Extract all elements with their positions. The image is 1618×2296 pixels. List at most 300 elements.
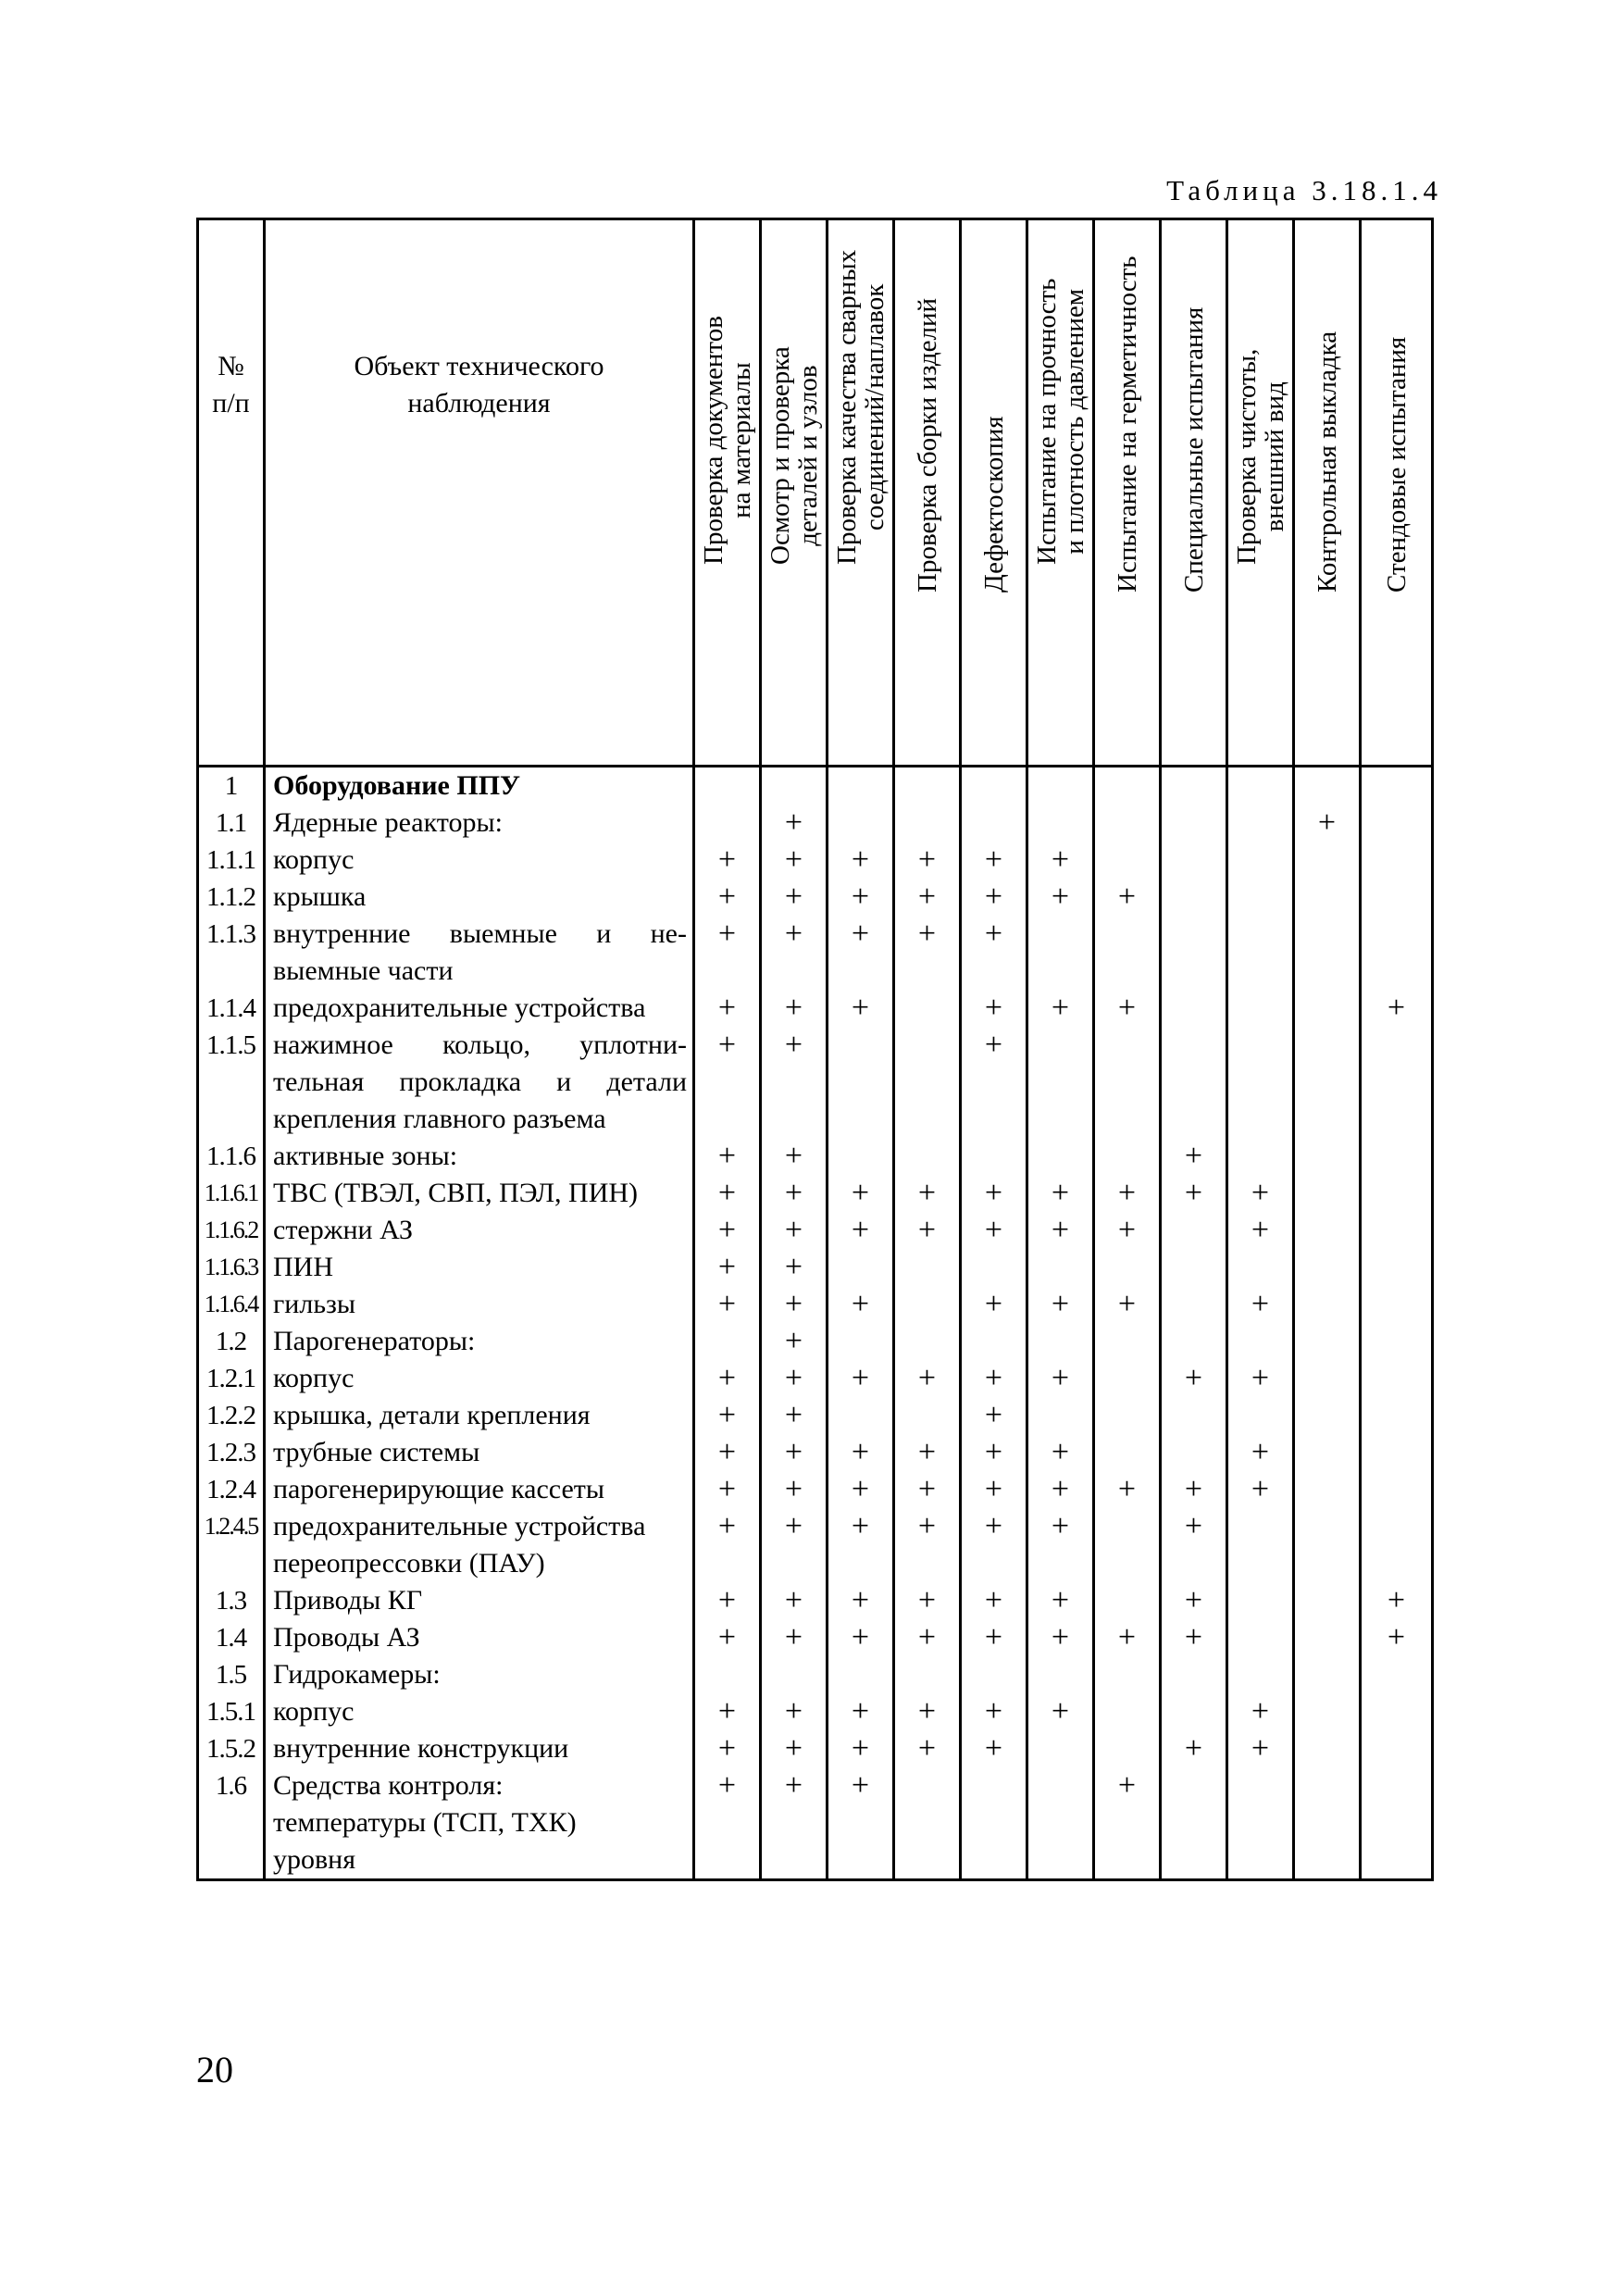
empty-cell	[1027, 1841, 1094, 1878]
header-column-wrap	[962, 220, 1026, 637]
check-mark: +	[694, 916, 761, 953]
row-object-name	[265, 1508, 694, 1545]
header-column-3	[828, 219, 894, 767]
empty-cell	[1094, 1249, 1161, 1286]
empty-cell	[894, 1767, 961, 1804]
check-mark: +	[1027, 1619, 1094, 1656]
check-mark: +	[828, 1582, 894, 1619]
table-row	[198, 1138, 1433, 1175]
header-number-label: № п/п	[212, 351, 250, 418]
check-mark: +	[761, 805, 828, 842]
inspection-table	[196, 218, 1431, 1875]
table-caption: Таблица 3.18.1.4	[1166, 174, 1442, 206]
empty-cell	[1294, 1286, 1361, 1323]
empty-cell	[1294, 1249, 1361, 1286]
check-mark: +	[828, 1693, 894, 1730]
empty-cell	[1027, 916, 1094, 953]
check-mark: +	[828, 1434, 894, 1471]
check-mark: +	[761, 1175, 828, 1212]
row-object-text: ТВС (ТВЭЛ, СВП, ПЭЛ, ПИН)	[273, 1178, 639, 1208]
empty-cell	[1294, 1212, 1361, 1249]
empty-cell	[828, 953, 894, 990]
row-object-text: Проводы АЗ	[273, 1622, 420, 1653]
check-mark: +	[961, 1730, 1027, 1767]
row-object-text: Приводы КГ	[273, 1585, 423, 1616]
check-mark: +	[828, 1471, 894, 1508]
check-mark: +	[961, 1434, 1027, 1471]
check-mark: +	[1094, 879, 1161, 916]
check-mark: +	[761, 1434, 828, 1471]
empty-cell	[1294, 1360, 1361, 1397]
row-object-name	[265, 1249, 694, 1286]
check-mark: +	[1027, 842, 1094, 879]
page-number: 20	[196, 2049, 233, 2090]
empty-cell	[1227, 767, 1294, 805]
empty-cell	[961, 1138, 1027, 1175]
header-column-label	[980, 416, 1008, 593]
check-mark: +	[894, 916, 961, 953]
check-mark: +	[761, 1249, 828, 1286]
check-mark: +	[1027, 879, 1094, 916]
empty-cell	[894, 953, 961, 990]
row-object-text: крышка, детали крепления	[273, 1400, 591, 1430]
empty-cell	[694, 953, 761, 990]
empty-cell	[1227, 842, 1294, 879]
check-mark: +	[1094, 1175, 1161, 1212]
empty-cell	[1294, 1841, 1361, 1878]
header-column-label	[1180, 307, 1208, 593]
empty-cell	[1161, 1397, 1227, 1434]
row-number: 1.1.6.3	[198, 1249, 265, 1286]
table-row	[198, 1582, 1433, 1619]
check-mark: +	[694, 1249, 761, 1286]
check-mark: +	[1094, 1619, 1161, 1656]
empty-cell	[1294, 1101, 1361, 1138]
row-object-text: нажимное кольцо, уплотни-	[273, 1029, 687, 1060]
empty-cell	[1094, 805, 1161, 842]
header-column-10	[1294, 219, 1361, 767]
empty-cell	[1227, 1064, 1294, 1101]
check-mark: +	[761, 916, 828, 953]
row-number: 1.2.2	[198, 1397, 265, 1434]
row-object-text: внутренние конструкции	[273, 1733, 569, 1764]
empty-cell	[1294, 1582, 1361, 1619]
check-mark: +	[828, 1212, 894, 1249]
empty-cell	[1027, 1545, 1094, 1582]
empty-cell	[1094, 953, 1161, 990]
empty-cell	[828, 1397, 894, 1434]
row-number	[198, 1841, 265, 1878]
empty-cell	[1161, 1027, 1227, 1064]
check-mark: +	[1027, 1360, 1094, 1397]
empty-cell	[1094, 1656, 1161, 1693]
header-column-wrap	[1362, 220, 1431, 637]
empty-cell	[1094, 1027, 1161, 1064]
empty-cell	[894, 1101, 961, 1138]
empty-cell	[828, 1138, 894, 1175]
table-row	[198, 1397, 1433, 1434]
empty-cell	[1294, 842, 1361, 879]
empty-cell	[1361, 1767, 1433, 1804]
header-column-wrap	[1162, 220, 1226, 637]
empty-cell	[1294, 1545, 1361, 1582]
row-number: 1.4	[198, 1619, 265, 1656]
empty-cell	[1027, 1767, 1094, 1804]
empty-cell	[1294, 1397, 1361, 1434]
check-mark: +	[694, 842, 761, 879]
check-mark: +	[1227, 1471, 1294, 1508]
empty-cell	[1227, 1656, 1294, 1693]
empty-cell	[1227, 1841, 1294, 1878]
check-mark: +	[1027, 1471, 1094, 1508]
check-mark: +	[1027, 1175, 1094, 1212]
empty-cell	[1294, 1138, 1361, 1175]
table-row	[198, 1101, 1433, 1138]
empty-cell	[1227, 916, 1294, 953]
table-row	[198, 1286, 1433, 1323]
check-mark: +	[1161, 1582, 1227, 1619]
check-mark: +	[761, 1508, 828, 1545]
empty-cell	[961, 1323, 1027, 1360]
row-number: 1.1.6.4	[198, 1286, 265, 1323]
check-mark: +	[694, 990, 761, 1027]
header-column-line: Осмотр и проверка	[765, 346, 795, 565]
header-column-line: Испытание на прочность	[1031, 278, 1062, 565]
row-object-name	[265, 1064, 694, 1101]
check-mark: +	[761, 1471, 828, 1508]
header-column-5	[961, 219, 1027, 767]
header-column-wrap	[1295, 220, 1359, 637]
empty-cell	[961, 1878, 1027, 1880]
empty-cell	[1094, 1397, 1161, 1434]
row-object-name	[265, 1841, 694, 1878]
empty-cell	[1027, 1101, 1094, 1138]
check-mark: +	[828, 1619, 894, 1656]
check-mark: +	[828, 879, 894, 916]
empty-cell	[1094, 1693, 1161, 1730]
row-number: 1.1.6	[198, 1138, 265, 1175]
check-mark: +	[961, 1212, 1027, 1249]
header-column-9	[1227, 219, 1294, 767]
table-row	[198, 805, 1433, 842]
empty-cell	[1294, 1804, 1361, 1841]
header-object	[265, 219, 694, 767]
empty-cell	[961, 1545, 1027, 1582]
empty-cell	[1294, 1471, 1361, 1508]
empty-cell	[761, 1841, 828, 1878]
empty-cell	[1027, 767, 1094, 805]
empty-cell	[1094, 1101, 1161, 1138]
empty-cell	[1227, 1878, 1294, 1880]
row-object-text: температуры (ТСП, ТХК)	[273, 1807, 577, 1838]
row-object-text: тельная прокладка и детали	[273, 1067, 687, 1097]
table-row	[198, 1360, 1433, 1397]
check-mark: +	[761, 1027, 828, 1064]
empty-cell	[1361, 1286, 1433, 1323]
check-mark: +	[894, 1693, 961, 1730]
row-object-text: корпус	[273, 1696, 355, 1727]
empty-cell	[1294, 1508, 1361, 1545]
empty-cell	[894, 1323, 961, 1360]
inspection-table-grid	[196, 218, 1434, 1881]
row-object-name	[265, 953, 694, 990]
check-mark: +	[961, 842, 1027, 879]
empty-cell	[894, 1064, 961, 1101]
empty-cell	[1361, 1101, 1433, 1138]
row-object-text: Средства контроля:	[273, 1770, 504, 1801]
row-number: 1.1.6.1	[198, 1175, 265, 1212]
empty-cell	[961, 1804, 1027, 1841]
empty-cell	[1227, 1249, 1294, 1286]
empty-cell	[1294, 1434, 1361, 1471]
row-number: 1.2.1	[198, 1360, 265, 1397]
check-mark: +	[1227, 1730, 1294, 1767]
check-mark: +	[761, 1138, 828, 1175]
check-mark: +	[1027, 1582, 1094, 1619]
empty-cell	[1094, 1545, 1161, 1582]
empty-cell	[694, 1064, 761, 1101]
check-mark: +	[1227, 1212, 1294, 1249]
empty-cell	[1361, 767, 1433, 805]
check-mark: +	[1094, 1471, 1161, 1508]
empty-cell	[1294, 1323, 1361, 1360]
empty-cell	[761, 1804, 828, 1841]
empty-cell	[1094, 1138, 1161, 1175]
header-column-wrap	[695, 220, 759, 637]
row-object-text: парогенерирующие кассеты	[273, 1474, 605, 1504]
row-object-name	[265, 1397, 694, 1434]
check-mark: +	[694, 1693, 761, 1730]
empty-cell	[1294, 990, 1361, 1027]
check-mark: +	[961, 1397, 1027, 1434]
empty-cell	[894, 1397, 961, 1434]
row-number	[198, 1064, 265, 1101]
table-row	[198, 1434, 1433, 1471]
check-mark: +	[1227, 1693, 1294, 1730]
row-object-name	[265, 1804, 694, 1841]
check-mark: +	[694, 1138, 761, 1175]
row-number: 1.5.2	[198, 1730, 265, 1767]
empty-cell	[894, 990, 961, 1027]
header-column-line: деталей и узлов	[792, 365, 823, 546]
header-column-8	[1161, 219, 1227, 767]
empty-cell	[1361, 1471, 1433, 1508]
check-mark: +	[1161, 1175, 1227, 1212]
empty-cell	[1294, 1027, 1361, 1064]
empty-cell	[694, 1804, 761, 1841]
empty-cell	[1294, 1767, 1361, 1804]
header-column-11	[1361, 219, 1433, 767]
empty-cell	[1294, 916, 1361, 953]
header-column-label	[1114, 256, 1141, 593]
empty-cell	[1294, 1175, 1361, 1212]
row-number: 1.1.3	[198, 916, 265, 953]
empty-cell	[1161, 1212, 1227, 1249]
row-object-name	[265, 1101, 694, 1138]
header-number	[198, 219, 265, 767]
check-mark: +	[1361, 1619, 1433, 1656]
check-mark: +	[1027, 1508, 1094, 1545]
check-mark: +	[761, 1767, 828, 1804]
check-mark: +	[761, 879, 828, 916]
empty-cell	[1294, 1878, 1361, 1880]
check-mark: +	[828, 990, 894, 1027]
empty-cell	[894, 1804, 961, 1841]
check-mark: +	[1094, 1212, 1161, 1249]
check-mark: +	[961, 1286, 1027, 1323]
empty-cell	[961, 953, 1027, 990]
header-column-line: и плотность давлением	[1059, 288, 1089, 555]
row-object-text: Оборудование ППУ	[273, 770, 521, 801]
check-mark: +	[1027, 1286, 1094, 1323]
check-mark: +	[694, 1767, 761, 1804]
header-column-wrap	[1095, 220, 1159, 637]
empty-cell	[1027, 1064, 1094, 1101]
check-mark: +	[1361, 990, 1433, 1027]
row-object-text: корпус	[273, 844, 355, 875]
header-column-1	[694, 219, 761, 767]
empty-cell	[761, 1064, 828, 1101]
row-number: 1.2.3	[198, 1434, 265, 1471]
row-number: 1.1	[198, 805, 265, 842]
empty-cell	[1027, 1656, 1094, 1693]
table-row	[198, 990, 1433, 1027]
empty-cell	[1161, 1656, 1227, 1693]
empty-cell	[1227, 1101, 1294, 1138]
empty-cell	[1161, 1101, 1227, 1138]
check-mark: +	[694, 1397, 761, 1434]
empty-cell	[894, 1286, 961, 1323]
check-mark: +	[828, 916, 894, 953]
empty-cell	[894, 1138, 961, 1175]
row-number	[198, 1545, 265, 1582]
check-mark: +	[894, 1619, 961, 1656]
empty-cell	[1227, 1027, 1294, 1064]
empty-cell	[828, 1323, 894, 1360]
row-object-name	[265, 1212, 694, 1249]
row-object-text: активные зоны:	[273, 1141, 458, 1171]
row-object-name	[265, 1545, 694, 1582]
empty-cell	[894, 1878, 961, 1880]
check-mark: +	[1027, 1693, 1094, 1730]
empty-cell	[1294, 1619, 1361, 1656]
row-object-name	[265, 916, 694, 953]
check-mark: +	[694, 1175, 761, 1212]
empty-cell	[894, 805, 961, 842]
check-mark: +	[1227, 1434, 1294, 1471]
empty-cell	[1227, 1619, 1294, 1656]
check-mark: +	[761, 1397, 828, 1434]
header-column-label	[1233, 349, 1288, 565]
header-column-line: Проверка чистоты,	[1231, 348, 1262, 565]
check-mark: +	[694, 1434, 761, 1471]
check-mark: +	[894, 1508, 961, 1545]
table-row	[198, 842, 1433, 879]
header-column-wrap	[1028, 220, 1092, 637]
empty-cell	[828, 1249, 894, 1286]
header-column-line: на материалы	[726, 362, 756, 518]
empty-cell	[828, 1841, 894, 1878]
empty-cell	[1361, 842, 1433, 879]
empty-cell	[961, 1249, 1027, 1286]
check-mark: +	[961, 990, 1027, 1027]
empty-cell	[1361, 1804, 1433, 1841]
row-object-name	[265, 805, 694, 842]
empty-cell	[1361, 1730, 1433, 1767]
empty-cell	[1027, 1138, 1094, 1175]
check-mark: +	[961, 1582, 1027, 1619]
empty-cell	[1094, 1064, 1161, 1101]
row-number: 1.2.4.5	[198, 1508, 265, 1545]
empty-cell	[894, 1545, 961, 1582]
empty-cell	[761, 953, 828, 990]
check-mark: +	[1094, 1286, 1161, 1323]
empty-cell	[1027, 1027, 1094, 1064]
empty-cell	[894, 1249, 961, 1286]
empty-cell	[1094, 1323, 1161, 1360]
empty-cell	[1027, 953, 1094, 990]
empty-cell	[761, 1656, 828, 1693]
row-number	[198, 953, 265, 990]
table-row	[198, 953, 1433, 990]
check-mark: +	[1094, 990, 1161, 1027]
empty-cell	[1294, 953, 1361, 990]
check-mark: +	[894, 1582, 961, 1619]
empty-cell	[1027, 1323, 1094, 1360]
header-column-label	[914, 298, 941, 593]
empty-cell	[1161, 916, 1227, 953]
empty-cell	[1027, 805, 1094, 842]
empty-cell	[894, 1656, 961, 1693]
row-number	[198, 1101, 265, 1138]
check-mark: +	[828, 1175, 894, 1212]
empty-cell	[1361, 1212, 1433, 1249]
check-mark: +	[694, 1027, 761, 1064]
row-object-name	[265, 1582, 694, 1619]
empty-cell	[1361, 953, 1433, 990]
empty-cell	[1094, 1841, 1161, 1878]
empty-cell	[828, 1878, 894, 1880]
check-mark: +	[694, 1619, 761, 1656]
empty-cell	[1161, 990, 1227, 1027]
row-object-text: переопрессовки (ПАУ)	[273, 1548, 545, 1578]
empty-cell	[894, 1841, 961, 1878]
empty-cell	[1094, 1434, 1161, 1471]
empty-cell	[961, 1767, 1027, 1804]
header-column-6	[1027, 219, 1094, 767]
row-number: 1.1.5	[198, 1027, 265, 1064]
empty-cell	[1361, 1138, 1433, 1175]
empty-cell	[1361, 1249, 1433, 1286]
table-row	[198, 1804, 1433, 1841]
header-column-wrap	[828, 220, 892, 637]
empty-cell	[694, 1841, 761, 1878]
empty-cell	[694, 1101, 761, 1138]
row-number: 1	[198, 767, 265, 805]
header-column-line: соединений/наплавок	[859, 283, 890, 531]
row-object-name	[265, 1027, 694, 1064]
empty-cell	[1361, 1360, 1433, 1397]
row-object-text: ПИН	[273, 1252, 333, 1282]
check-mark: +	[828, 1730, 894, 1767]
header-column-label	[1383, 337, 1411, 593]
table-row	[198, 767, 1433, 805]
check-mark: +	[761, 1730, 828, 1767]
empty-cell	[828, 1064, 894, 1101]
check-mark: +	[761, 1693, 828, 1730]
empty-cell	[694, 1545, 761, 1582]
check-mark: +	[1161, 1360, 1227, 1397]
